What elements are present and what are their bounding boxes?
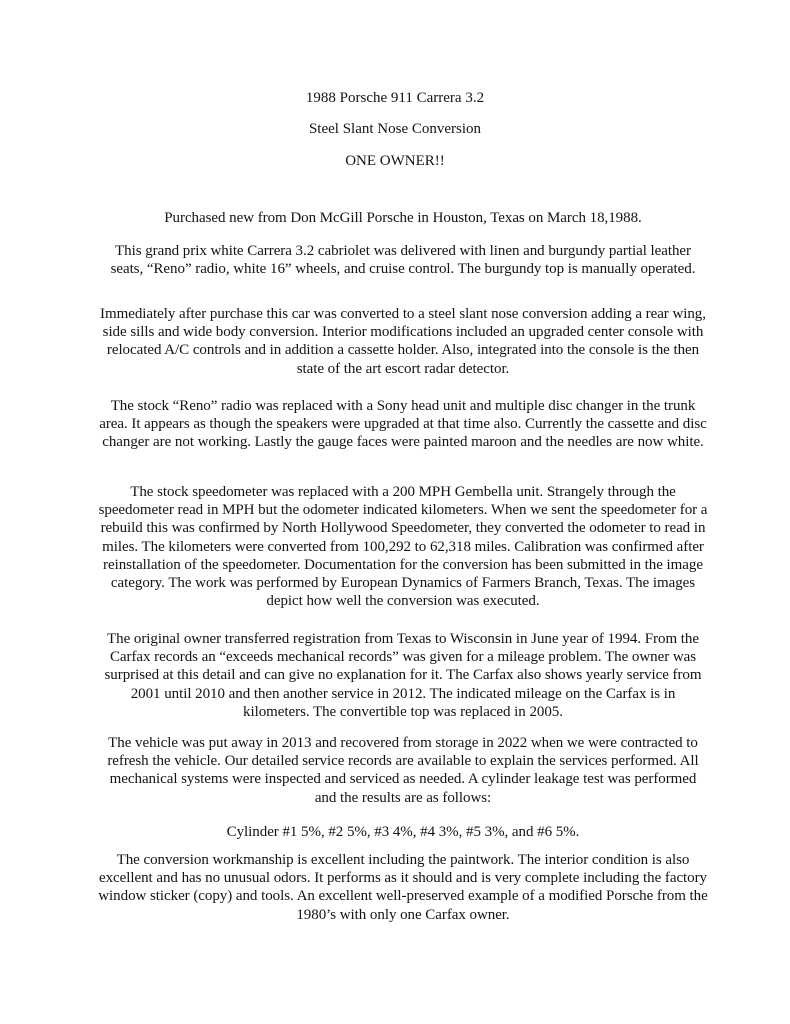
paragraph-immediately: Immediately after purchase this car was converted to a steel slant nose conversion adding a rear wing, side sills and wide body conversion. Interior modifications included an upgraded center console with relocated A/C controls and in addition a cassette holder. Also, integrated into the console is the then state of the art escort radar detector. xyxy=(100,306,706,377)
paragraph-cylinder-results: Cylinder #1 5%, #2 5%, #3 4%, #4 3%, #5 3%, and #6 5%. xyxy=(226,824,580,840)
paragraph-grand-prix: This grand prix white Carrera 3.2 cabriolet was delivered with linen and burgundy partial leather seats, “Reno” radio, white 16” wheels, and cruise control. The burgundy top is manually operated. xyxy=(110,243,696,278)
paragraph-conversion-summary: The conversion workmanship is excellent including the paintwork. The interior condition is also excellent and has no unusual odors. It performs as it should and is very complete including the factory window sticker (copy) and tools. An excellent well-preserved example of a modified Porsche from the 1980’s with only one Carfax owner. xyxy=(98,852,708,923)
paragraph-vehicle-storage: The vehicle was put away in 2013 and recovered from storage in 2022 when we were contracted to refresh the vehicle. Our detailed service records are available to explain the services performed. All mechanical systems were inspected and serviced as needed. A cylinder leakage test was performed and the results are as follows: xyxy=(107,735,699,806)
title-conversion: Steel Slant Nose Conversion xyxy=(308,121,482,137)
paragraph-speedometer: The stock speedometer was replaced with a 200 MPH Gembella unit. Strangely through the speedometer read in MPH but the odometer indicated kilometers. When we sent the speedometer for a rebuild this was confirmed by North Hollywood Speedometer, they converted the odometer to read in miles. The kilometers were converted from 100,292 to 62,318 miles. Calibration was confirmed after reinstallation of the speedometer. Documentation for the conversion has been submitted in the image category. The work was performed by European Dynamics of Farmers Branch, Texas. The images depict how well the conversion was executed. xyxy=(98,484,708,610)
paragraph-purchased: Purchased new from Don McGill Porsche in Houston, Texas on March 18,1988. xyxy=(164,210,642,226)
paragraph-reno-radio: The stock “Reno” radio was replaced with a Sony head unit and multiple disc changer in the trunk area. It appears as though the speakers were upgraded at that time also. Currently the cassette and disc changer are not working. Lastly the gauge faces were painted maroon and the needles are now white. xyxy=(99,398,707,451)
title-model: 1988 Porsche 911 Carrera 3.2 xyxy=(305,90,485,106)
paragraph-original-owner: The original owner transferred registration from Texas to Wisconsin in June year of 1994. From the Carfax records an “exceeds mechanical records” was given for a mileage problem. The owner was surprised at this detail and can give no explanation for it. The Carfax also shows yearly service from 2001 until 2010 and then another service in 2012. The indicated mileage on the Carfax is in kilometers. The convertible top was replaced in 2005. xyxy=(104,631,702,720)
title-one-owner: ONE OWNER!! xyxy=(345,153,445,169)
